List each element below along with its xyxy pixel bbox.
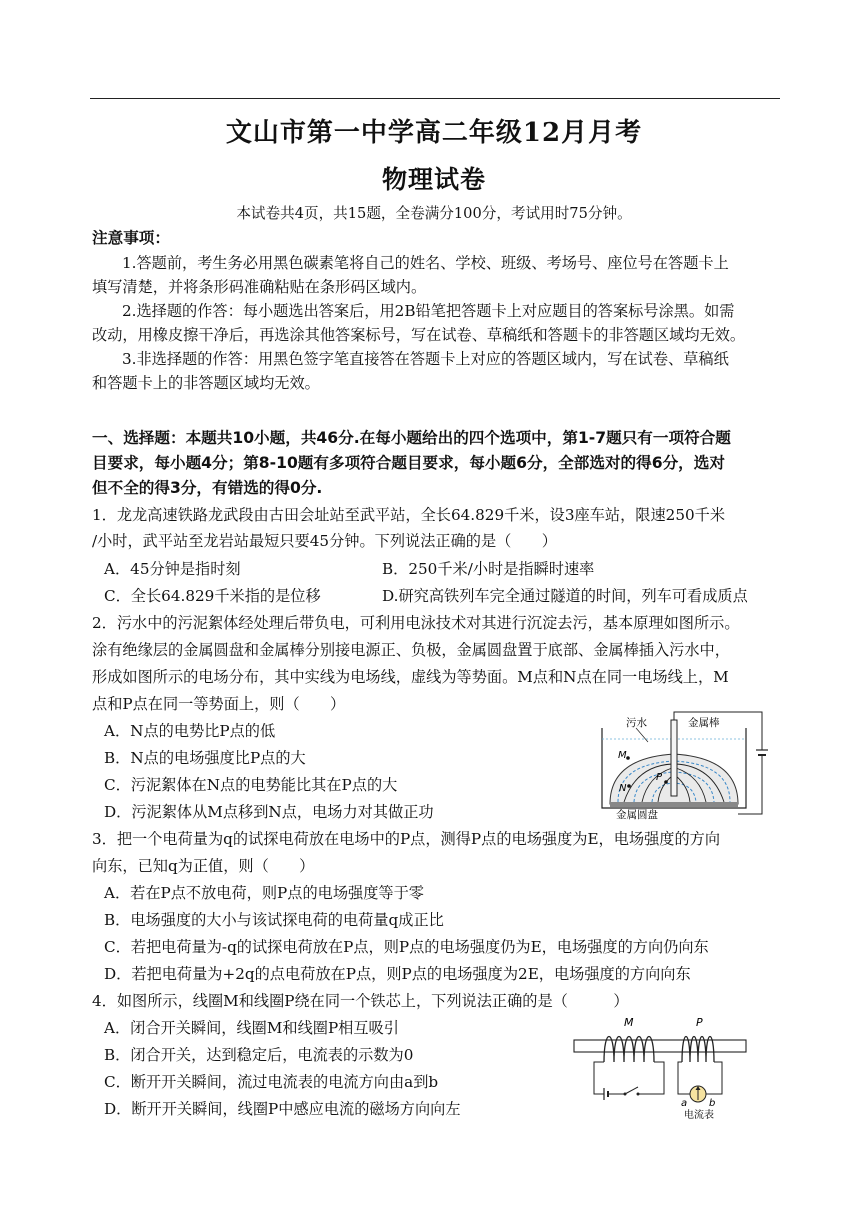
label-rod: 金属棒	[688, 717, 720, 729]
question-1-option-c: C．全长64.829千米指的是位移	[104, 587, 321, 605]
question-4-stem: 4．如图所示，线圈M和线圈P绕在同一个铁芯上，下列说法正确的是（ ）	[92, 992, 629, 1010]
question-3-option-c: C．若把电荷量为-q的试探电荷放在P点，则P点的电场强度仍为E，电场强度的方向仍向东	[104, 938, 709, 956]
question-3-stem: 向东，已知q为正值，则（ ）	[92, 857, 315, 875]
notice-heading: 注意事项：	[92, 229, 170, 247]
exam-subject: 物理试卷	[381, 165, 486, 194]
question-2-option-b: B．N点的电场强度比P点的大	[104, 749, 306, 767]
point-m-label: M	[618, 750, 627, 761]
question-1-option-d: D.研究高铁列车完全通过隧道的时间，列车可看成质点	[382, 587, 748, 605]
notice-line: 改动，用橡皮擦干净后，再选涂其他答案标号，写在试卷、草稿纸和答题卡的非答题区域均无效。	[92, 326, 746, 344]
question-2-stem: 2．污水中的污泥絮体经处理后带负电，可利用电泳技术对其进行沉淀去污，基本原理如图所示。	[92, 614, 740, 632]
question-2-option-a: A．N点的电势比P点的低	[104, 722, 276, 740]
question-4-option-d: D．断开开关瞬间，线圈P中感应电流的磁场方向向左	[104, 1100, 461, 1118]
question-4-option-b: B．闭合开关，达到稳定后，电流表的示数为0	[104, 1046, 414, 1064]
question-2-stem: 形成如图所示的电场分布，其中实线为电场线，虚线为等势面。M点和N点在同一电场线上，M	[92, 668, 729, 686]
question-3-option-d: D．若把电荷量为+2q的点电荷放在P点，则P点的电场强度为2E，电场强度的方向向东	[104, 965, 691, 983]
terminal-a-label: a	[681, 1098, 688, 1109]
notice-line: 2.选择题的作答：每小题选出答案后，用2B铅笔把答题卡上对应题目的答案标号涂黑。如需	[122, 302, 735, 320]
notice-line: 填写清楚，并将条形码准确粘贴在条形码区域内。	[92, 278, 427, 296]
question-1-option-b: B．250千米/小时是指瞬时速率	[382, 560, 595, 578]
point-n-label: N	[619, 783, 627, 794]
exam-title: 文山市第一中学高二年级12月月考	[225, 118, 643, 148]
question-1-stem: 1．龙龙高速铁路龙武段由古田会址站至武平站，全长64.829千米，设3座车站，限速250千米	[92, 506, 726, 524]
coils-figure	[570, 1014, 754, 1120]
question-1-stem: /小时，武平站至龙岩站最短只要45分钟。下列说法正确的是（ ）	[92, 532, 557, 550]
label-water: 污水	[626, 717, 647, 729]
section-heading: 一、选择题：本题共10小题，共46分.在每小题给出的四个选项中，第1-7题只有一项符合题	[92, 429, 731, 447]
question-3-stem: 3．把一个电荷量为q的试探电荷放在电场中的P点，测得P点的电场强度为E，电场强度的方向	[92, 830, 721, 848]
terminal-b-label: b	[709, 1098, 716, 1109]
question-3-option-b: B．电场强度的大小与该试探电荷的电荷量q成正比	[104, 911, 444, 929]
point-p-label: P	[656, 772, 663, 783]
coil-p-label: P	[696, 1016, 703, 1029]
section-heading: 目要求，每小题4分；第8-10题有多项符合题目要求，每小题6分，全部选对的得6分，选对	[92, 454, 725, 472]
section-heading: 但不全的得3分，有错选的得0分.	[92, 479, 323, 497]
notice-line: 和答题卡上的非答题区域均无效。	[92, 374, 320, 392]
notice-line: 1.答题前，考生务必用黑色碳素笔将自己的姓名、学校、班级、考场号、座位号在答题卡上	[122, 254, 729, 272]
notice-line: 3.非选择题的作答：用黑色签字笔直接答在答题卡上对应的答题区域内，写在试卷、草稿纸	[122, 350, 729, 368]
question-4-option-a: A．闭合开关瞬间，线圈M和线圈P相互吸引	[104, 1019, 399, 1037]
ammeter-label: 电流表	[684, 1110, 714, 1120]
question-2-option-d: D．污泥絮体从M点移到N点，电场力对其做正功	[104, 803, 434, 821]
coil-m-label: M	[624, 1016, 634, 1029]
label-disk: 金属圆盘	[616, 809, 658, 820]
exam-info: 本试卷共4页，共15题，全卷满分100分，考试用时75分钟。	[236, 205, 632, 222]
electrophoresis-figure	[596, 706, 784, 820]
question-3-option-a: A．若在P点不放电荷，则P点的电场强度等于零	[104, 884, 424, 902]
question-4-option-c: C．断开开关瞬间，流过电流表的电流方向由a到b	[104, 1073, 439, 1091]
question-1-option-a: A．45分钟是指时刻	[104, 560, 241, 578]
question-2-stem: 涂有绝缘层的金属圆盘和金属棒分别接电源正、负极，金属圆盘置于底部、金属棒插入污水中，	[92, 641, 730, 659]
header-rule	[90, 98, 780, 99]
question-2-option-c: C．污泥絮体在N点的电势能比其在P点的大	[104, 776, 398, 794]
question-2-stem: 点和P点在同一等势面上，则（ ）	[92, 695, 346, 713]
